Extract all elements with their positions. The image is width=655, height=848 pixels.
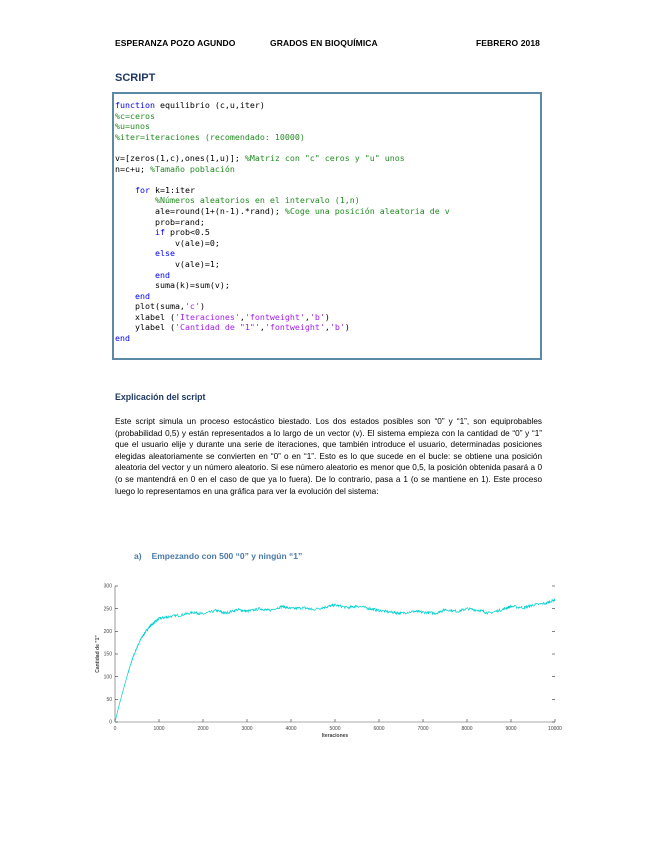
code-token: ) — [324, 311, 330, 322]
code-token — [115, 195, 155, 205]
y-tick-label: 100 — [103, 674, 112, 681]
x-tick-label: 2000 — [197, 726, 209, 732]
y-tick-label: 50 — [106, 697, 112, 704]
y-axis-label: Cantidad de "1" — [95, 635, 101, 673]
x-tick-label: 5000 — [329, 726, 341, 732]
plot-area — [115, 586, 555, 722]
code-token: equilibrio (c,u,iter) — [154, 100, 265, 110]
y-tick-label: 200 — [103, 629, 112, 636]
code-token — [115, 248, 155, 258]
code-token: v(ale)=1; — [115, 258, 220, 269]
code-line — [115, 111, 155, 121]
code-token: , — [324, 322, 330, 333]
y-tick-label: 0 — [109, 719, 112, 726]
x-tick-label: 3000 — [241, 726, 253, 732]
code-line — [115, 217, 205, 227]
code-token: 'b' — [309, 311, 325, 322]
code-line — [115, 195, 360, 205]
code-line — [115, 206, 450, 216]
code-token: %c=ceros — [115, 110, 155, 121]
code-token: prob<0.5 — [164, 227, 210, 238]
code-token — [115, 185, 135, 195]
x-tick-label: 8000 — [461, 726, 473, 732]
code-token: 'Cantidad de "1"' — [174, 322, 260, 333]
code-listing — [115, 100, 450, 344]
code-token: %Coge una posición aleatoria de v — [284, 205, 450, 216]
x-tick-label: 6000 — [373, 726, 385, 732]
code-token: %u=unos — [115, 121, 150, 132]
code-token — [115, 291, 135, 301]
code-line — [115, 270, 170, 280]
explanation-paragraph: Este script simula un proceso estocástico biestado. Los dos estados posibles son “0” y “1”, son equiprobables (probabilidad 0,5) y están representados a lo largo de un vector (v). El sistema empieza con la cantidad de “0” y “1” que el usuario elije y durante una serie de iteraciones, que también introduce el usuario, determinadas posiciones elegidas aleatoriamente se convierten en “0” o en “1”. Esto es lo que sucede en el bucle: se obtiene una posición aleatoria del vector y un número aleatorio. Si ese número aleatorio es menor que 0,5, la posición obtenida pasará a 0 (o se mantendrá en 0 en el caso de que ya lo fuera). De lo contrario, pasa a 1 (o se mantiene en 1). Este proceso luego lo representamos en una gráfica para ver la evolución del sistema: — [115, 417, 542, 496]
code-line — [115, 259, 220, 269]
code-line — [115, 301, 205, 311]
code-token — [115, 227, 155, 237]
y-tick-label: 300 — [103, 583, 112, 590]
code-token: , — [259, 322, 265, 333]
code-line — [115, 238, 220, 248]
series-line — [115, 599, 555, 722]
code-token: end — [154, 269, 170, 280]
header-degree: GRADOS EN BIOQUÍMICA — [270, 38, 378, 48]
x-tick-label: 0 — [113, 726, 117, 732]
code-token: %Matriz con "c" ceros y "u" unos — [244, 152, 405, 163]
x-tick-label: 1000 — [153, 726, 165, 732]
code-line — [115, 100, 265, 110]
code-box — [112, 92, 542, 360]
section-title: SCRIPT — [115, 72, 156, 84]
code-token: else — [154, 248, 175, 259]
code-line — [115, 248, 175, 258]
line-chart — [90, 578, 570, 748]
code-token: n=c+u; — [115, 163, 150, 174]
x-tick-label: 4000 — [285, 726, 297, 732]
code-token: %Tamaño población — [149, 163, 235, 174]
code-token: ale=round(1+(n-1).*rand); — [115, 205, 285, 216]
code-token: 'fontweight' — [264, 322, 325, 333]
x-tick-label: 7000 — [417, 726, 429, 732]
code-token: 'c' — [184, 301, 200, 312]
code-token: xlabel ( — [115, 311, 175, 322]
code-token: 'b' — [329, 322, 345, 333]
code-token: , — [239, 311, 245, 322]
code-line — [115, 153, 405, 163]
code-line — [115, 312, 330, 322]
header-date: FEBRERO 2018 — [475, 38, 540, 48]
code-token: ) — [199, 301, 205, 312]
code-token: for — [134, 184, 150, 195]
page-header — [115, 38, 540, 50]
code-token: k=1:iter — [149, 184, 195, 195]
code-token: 'fontweight' — [244, 311, 305, 322]
code-token: ) — [344, 322, 350, 333]
code-line — [115, 164, 235, 174]
y-tick-label: 250 — [103, 606, 112, 613]
code-line — [115, 185, 195, 195]
list-item-label: a) — [134, 551, 142, 561]
code-line — [115, 121, 150, 131]
code-line — [115, 227, 210, 237]
x-tick-label: 9000 — [505, 726, 517, 732]
code-token — [115, 270, 155, 280]
x-tick-label: 10000 — [548, 726, 562, 732]
x-axis-label: Iteraciones — [321, 733, 349, 739]
code-token: ylabel ( — [115, 322, 175, 333]
y-tick-label: 150 — [103, 651, 112, 658]
code-line — [115, 322, 350, 332]
explanation-title: Explicación del script — [115, 392, 206, 402]
code-line — [115, 132, 305, 142]
code-token: plot(suma, — [115, 301, 185, 312]
code-token: %iter=iteraciones (recomendado: 10000) — [115, 131, 305, 142]
code-token: %Números aleatorios en el intervalo (1,n) — [154, 195, 360, 206]
code-token: if — [154, 227, 165, 238]
code-token: v(ale)=0; — [115, 237, 220, 248]
header-author: ESPERANZA POZO AGUNDO — [115, 38, 236, 48]
code-token: prob=rand; — [115, 216, 205, 227]
code-token: suma(k)=sum(v); — [115, 280, 230, 291]
code-token: 'Iteraciones' — [174, 311, 240, 322]
code-token: end — [134, 290, 150, 301]
code-line — [115, 291, 150, 301]
code-token: v=[zeros(1,c),ones(1,u)]; — [115, 152, 245, 163]
list-item-a — [134, 551, 302, 561]
code-line — [115, 333, 130, 343]
code-token: function — [115, 100, 155, 110]
code-token: end — [115, 333, 130, 344]
code-token: , — [304, 311, 310, 322]
code-line — [115, 280, 230, 290]
list-item-text: Empezando con 500 “0” y ningún “1” — [151, 551, 303, 561]
